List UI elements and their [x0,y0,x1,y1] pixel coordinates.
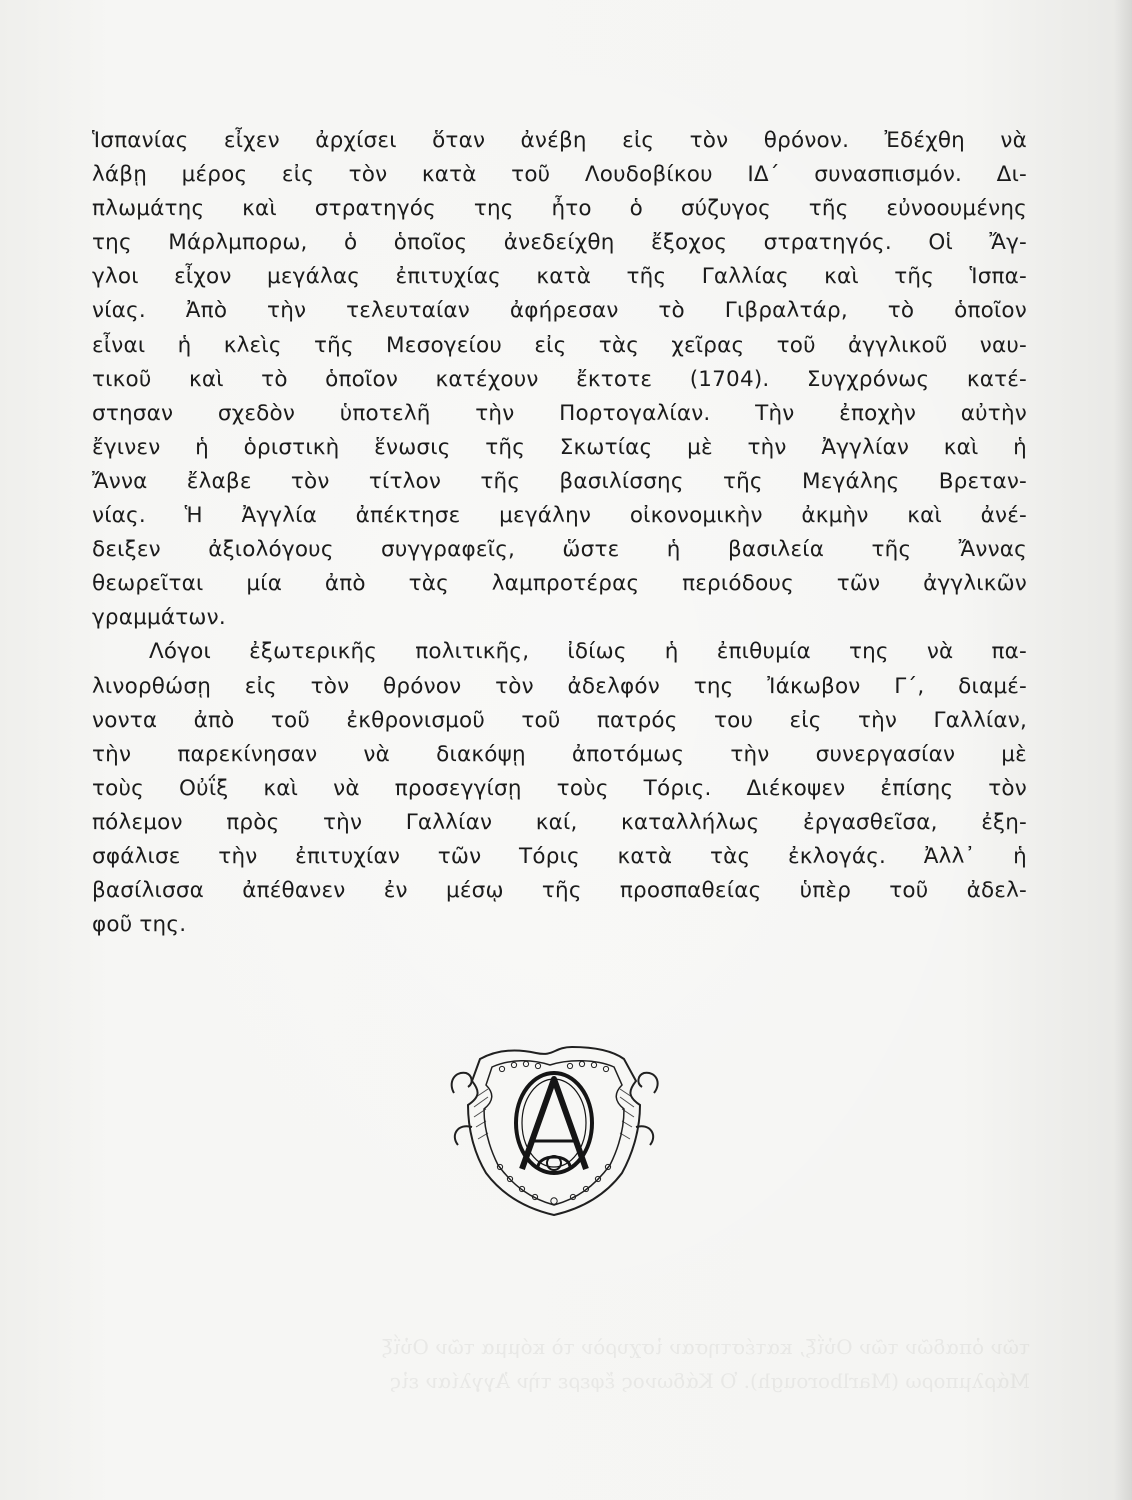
text-line-24: φοῦ της. [92,912,187,938]
bleed-through-text [381,1330,1030,1420]
text-line-3: πλωμάτης καὶ στρατηγός της ἦτο ὁ σύζυγος τῆς εὐνοουμένης [92,196,1027,222]
text-line-17: λινορθώσῃ εἰς τὸν θρόνον τὸν ἀδελφόν της Ἰάκωβον Γ΄, διαμέ- [92,673,1027,699]
text-line-9: στησαν σχεδὸν ὑποτελῆ τὴν Πορτογαλίαν. Τὴν ἐποχὴν αὐτὴν [92,400,1027,426]
body-text [92,124,1027,942]
text-line-20: τοὺς Οὐΐξ καὶ νὰ προσεγγίσῃ τοὺς Τόρις. Διέκοψεν ἐπίσης τὸν [92,775,1027,801]
text-line-6: νίας. Ἀπὸ τὴν τελευταίαν ἀφήρεσαν τὸ Γιβραλτάρ, τὸ ὁποῖον [92,298,1027,324]
text-line-16: Λόγοι ἐξωτερικῆς πολιτικῆς, ἰδίως ἡ ἐπιθυμία της νὰ πα- [149,639,1027,665]
bleed-line-1: τῶν ὀπαδῶν τῶν Οὐΐξ, κατέστησαν ἰσχυρὸν τὸ κόμμα τῶν Οὐΐξ [381,1335,1030,1359]
text-line-12: νίας. Ἡ Ἀγγλία ἀπέκτησε μεγάλην οἰκονομικὴν ἀκμὴν καὶ ἀνέ- [92,503,1027,529]
bleed-line-2: Μάρλμπορω (Marlborough). Ὁ Κάδωνος ἔφερε τὴν Ἀγγλίαν εἰς [389,1369,1030,1393]
text-line-19: τὴν παρεκίνησαν νὰ διακόψῃ ἀποτόμως τὴν συνεργασίαν μὲ [92,741,1027,767]
text-line-15: γραμμάτων. [92,605,226,631]
text-line-23: βασίλισσα ἀπέθανεν ἐν μέσῳ τῆς προσπαθείας ὑπὲρ τοῦ ἀδελ- [92,878,1027,904]
text-line-1: Ἱσπανίας εἶχεν ἀρχίσει ὅταν ἀνέβη εἰς τὸν θρόνον. Ἐδέχθη νὰ [92,128,1027,153]
text-line-8: τικοῦ καὶ τὸ ὁποῖον κατέχουν ἔκτοτε (1704). Συγχρόνως κατέ- [92,366,1027,392]
text-line-21: πόλεμον πρὸς τὴν Γαλλίαν καί, καταλλήλως ἐργασθεῖσα, ἐξη- [92,809,1027,835]
text-line-2: λάβῃ μέρος εἰς τὸν κατὰ τοῦ Λουδοβίκου ΙΔ΄ συνασπισμόν. Δι- [92,162,1027,188]
text-line-22: σφάλισε τὴν ἐπιτυχίαν τῶν Τόρις κατὰ τὰς ἐκλογάς. Ἀλλ᾽ ἡ [92,843,1027,869]
text-line-4: της Μάρλμπορω, ὁ ὁποῖος ἀνεδείχθη ἔξοχος στρατηγός. Οἱ Ἄγ- [92,230,1027,256]
text-line-13: δειξεν ἀξιολόγους συγγραφεῖς, ὥστε ἡ βασιλεία τῆς Ἄννας [92,537,1027,563]
text-line-10: ἔγινεν ἡ ὁριστικὴ ἕνωσις τῆς Σκωτίας μὲ τὴν Ἀγγλίαν καὶ ἡ [92,434,1027,460]
page-edge-shadow [1114,0,1132,1500]
text-line-14: θεωρεῖται μία ἀπὸ τὰς λαμπροτέρας περιόδους τῶν ἀγγλικῶν [92,571,1027,597]
text-line-7: εἶναι ἡ κλεὶς τῆς Μεσογείου εἰς τὰς χεῖρας τοῦ ἀγγλικοῦ ναυ- [92,332,1027,358]
text-line-18: νοντα ἀπὸ τοῦ ἐκθρονισμοῦ τοῦ πατρός του εἰς τὴν Γαλλίαν, [92,707,1027,733]
text-line-11: Ἄννα ἔλαβε τὸν τίτλον τῆς βασιλίσσης τῆς Μεγάλης Βρεταν- [92,468,1027,494]
text-line-5: γλοι εἶχον μεγάλας ἐπιτυχίας κατὰ τῆς Γαλλίας καὶ τῆς Ἱσπα- [92,264,1027,290]
shield-monogram-icon [440,1035,668,1217]
